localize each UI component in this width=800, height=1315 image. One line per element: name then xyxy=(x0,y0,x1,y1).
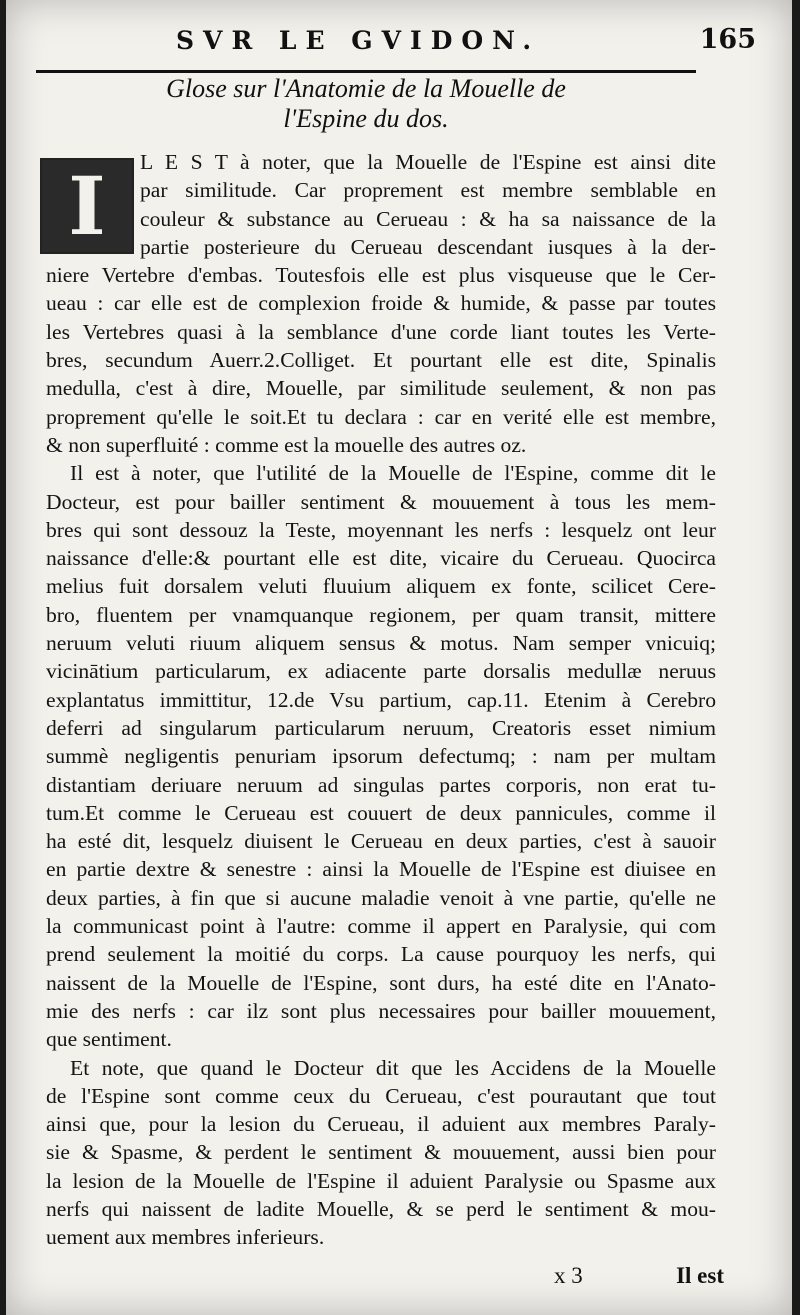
text-line: la communicast point à l'autre: comme il appert en Paralysie, qui com xyxy=(46,914,716,939)
paragraph-3 xyxy=(46,1054,716,1252)
text-line: Docteur, est pour bailler sentiment & mouuement à tous les mem- xyxy=(46,489,716,514)
text-line: vicinātium particularum, ex adiacente parte dorsalis medullæ neruus xyxy=(46,659,716,684)
text-line: ainsi que, pour la lesion du Cerueau, il aduient aux membres Paraly- xyxy=(46,1112,716,1137)
text-line: naissance d'elle:& pourtant elle est dite, vicaire du Cerueau. Quocirca xyxy=(46,546,716,571)
text-line: explantatus immittitur, 12.de Vsu partium, cap.11. Etenim à Cerebro xyxy=(46,687,716,712)
text-line: que sentiment. xyxy=(46,1027,172,1052)
text-line: naissent de la Mouelle de l'Espine, sont durs, ha esté dite en l'Anato- xyxy=(46,970,716,995)
text-line: prend seulement la moitié du corps. La cause pourquoy les nerfs, qui xyxy=(46,942,716,967)
running-title: SVR LE GVIDON. xyxy=(176,26,541,55)
text-line: bres, secundum Auerr.2.Colliget. Et pourtant elle est dite, Spinalis xyxy=(46,348,716,373)
section-title xyxy=(116,74,616,134)
text-line: partie posterieure du Cerueau descendant iusques à la der- xyxy=(140,234,716,259)
text-line: deferri ad singularum particularum neruum, Creatoris esset nimium xyxy=(46,715,716,740)
text-line: melius fuit dorsalem veluti fluuium aliquem ex fonte, scilicet Cere- xyxy=(46,574,716,599)
running-head xyxy=(6,22,792,62)
catchline xyxy=(554,1263,724,1293)
section-title-line-1: Glose sur l'Anatomie de la Mouelle de xyxy=(166,74,566,103)
text-line: neruum veluti riuum aliquem sensus & motus. Nam semper vnicuiq; xyxy=(46,631,716,656)
text-line: deux parties, à fin que si aucune maladie venoit à vne partie, qu'elle ne xyxy=(46,885,716,910)
text-line: les Vertebres quasi à la semblance d'une corde liant toutes les Verte- xyxy=(46,319,716,344)
catchword: Il est xyxy=(676,1263,724,1288)
text-line: medulla, c'est à dire, Mouelle, par similitude seulement, & non pas xyxy=(46,376,716,401)
text-line: & non superfluité : comme est la mouelle des autres oz. xyxy=(46,432,527,457)
text-line: mie des nerfs : car ilz sont plus necessaires pour bailler mouuement, xyxy=(46,998,716,1023)
text-line: couleur & substance au Cerueau : & ha sa naissance de la xyxy=(140,206,716,231)
text-line: L E S T à noter, que la Mouelle de l'Espine est ainsi dite xyxy=(140,150,716,174)
body-text xyxy=(46,148,716,1252)
text-line: de l'Espine sont comme ceux du Cerueau, c'est pourautant que tout xyxy=(46,1083,716,1108)
text-line: bro, fluentem per vnamquanque regionem, per quam transit, mittere xyxy=(46,602,716,627)
text-line: niere Vertebre d'embas. Toutesfois elle est plus visqueuse que le Cer- xyxy=(46,263,716,288)
text-line: tum.Et comme le Cerueau est couuert de deux pannicules, comme il xyxy=(46,800,716,825)
text-line: en partie dextre & senestre : ainsi la Mouelle de l'Espine est diuisee en xyxy=(46,857,716,882)
text-line: la lesion de la Mouelle de l'Espine il aduient Paralysie ou Spasme aux xyxy=(46,1168,716,1193)
drop-cap-letter: I xyxy=(68,159,106,253)
paragraph-2 xyxy=(46,459,716,1053)
text-line: uement aux membres inferieurs. xyxy=(46,1225,325,1250)
text-line: bres qui sont dessouz la Teste, moyennant les nerfs : lesquelz ont leur xyxy=(46,517,716,542)
paragraph-1 xyxy=(46,148,716,459)
text-line: nerfs qui naissent de ladite Mouelle, & se perd le sentiment & mou- xyxy=(46,1196,716,1221)
text-line: ha esté dit, lesquelz diuisent le Cerueau en deux parties, c'est à sauoir xyxy=(46,829,716,854)
book-page xyxy=(6,0,792,1315)
text-line: par similitude. Car proprement est membre semblable en xyxy=(140,178,716,203)
text-line: Et note, que quand le Docteur dit que les Accidens de la Mouelle xyxy=(70,1055,716,1080)
text-line: ueau : car elle est de complexion froide & humide, & passe par toutes xyxy=(46,291,716,316)
page-number: 165 xyxy=(699,24,756,55)
signature-mark: x 3 xyxy=(554,1263,583,1288)
section-title-line-2: l'Espine du dos. xyxy=(283,104,449,133)
text-line: summè negligentis penuriam ipsorum defectumq; : nam per multam xyxy=(46,744,716,769)
text-line: sie & Spasme, & perdent le sentiment & mouuement, aussi bien pour xyxy=(46,1140,716,1165)
header-rule xyxy=(36,70,696,73)
text-line: distantiam deriuare neruum ad singulas partes corporis, non erat tu- xyxy=(46,772,716,797)
text-line: proprement qu'elle le soit.Et tu declara : car en verité elle est membre, xyxy=(46,404,716,429)
text-line: Il est à noter, que l'utilité de la Mouelle de l'Espine, comme dit le xyxy=(70,461,716,486)
